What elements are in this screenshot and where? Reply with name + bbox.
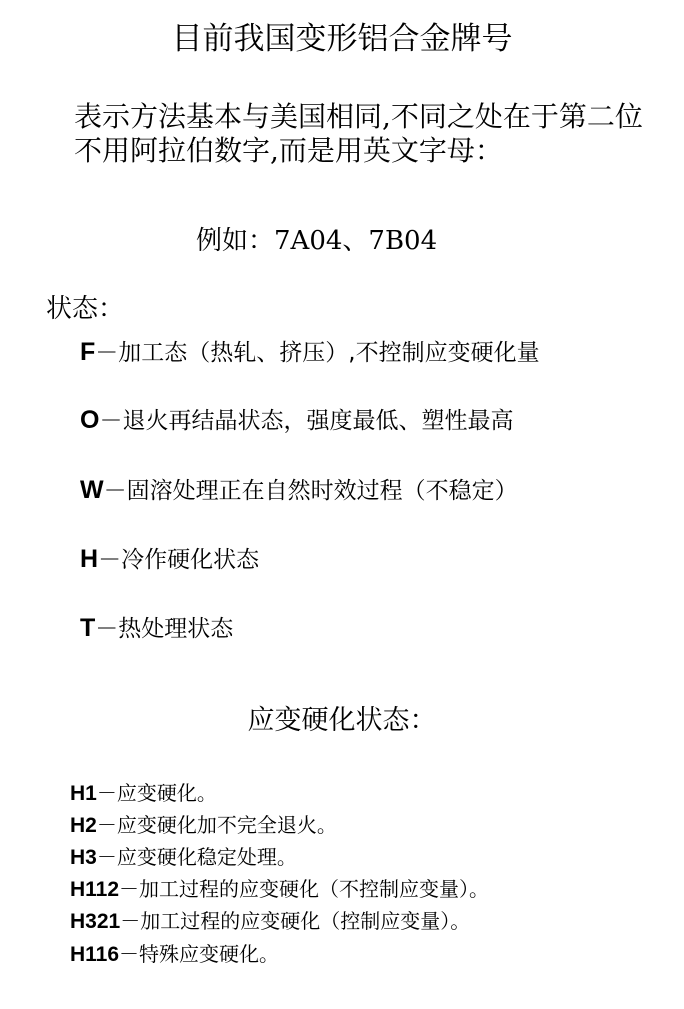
state-item-w — [80, 475, 518, 506]
state-description: －冷作硬化状态 — [98, 547, 260, 573]
state-description: －热处理状态 — [95, 616, 234, 642]
hardening-code: H321 — [70, 910, 121, 933]
state-item-o — [80, 405, 513, 436]
page-title: 目前我国变形铝合金牌号 — [171, 21, 513, 57]
intro-paragraph: 表示方法基本与美国相同,不同之处在于第二位不用阿拉伯数字,而是用英文字母： — [74, 100, 643, 167]
hardening-item-h112 — [70, 876, 489, 903]
states-heading: 状态： — [46, 294, 125, 324]
hardening-description: －特殊应变硬化。 — [119, 942, 280, 966]
hardening-item-h1 — [70, 780, 217, 807]
state-description: －加工态（热轧、挤压）,不控制应变硬化量 — [95, 340, 540, 366]
hardening-code: H112 — [70, 878, 120, 901]
hardening-description: －加工过程的应变硬化（不控制应变量）。 — [119, 877, 490, 901]
state-item-h — [80, 544, 259, 575]
state-description: －退火再结晶状态，强度最低、塑性最高 — [99, 408, 514, 434]
hardening-description: －加工过程的应变硬化（控制应变量）。 — [120, 909, 471, 933]
hardening-item-h321 — [70, 908, 470, 935]
hardening-description: －应变硬化。 — [96, 781, 217, 805]
hardening-heading: 应变硬化状态： — [247, 705, 437, 736]
state-code: O — [80, 406, 100, 434]
hardening-code: H116 — [70, 943, 120, 966]
hardening-description: －应变硬化加不完全退火。 — [96, 813, 337, 837]
state-code: F — [80, 338, 96, 366]
hardening-item-h116 — [70, 941, 279, 968]
state-description: －固溶处理正在自然时效过程（不稳定） — [103, 478, 518, 504]
hardening-item-h3 — [70, 844, 297, 871]
hardening-item-h2 — [70, 812, 337, 839]
hardening-code: H3 — [70, 846, 97, 869]
state-item-t — [80, 613, 233, 644]
state-item-f — [80, 337, 540, 368]
hardening-code: H1 — [70, 782, 97, 805]
state-code: W — [80, 476, 104, 504]
state-code: H — [80, 545, 99, 573]
hardening-code: H2 — [70, 814, 97, 837]
hardening-description: －应变硬化稳定处理。 — [96, 845, 297, 869]
example-line: 例如：7A04、7B04 — [196, 226, 438, 256]
state-code: T — [80, 614, 96, 642]
